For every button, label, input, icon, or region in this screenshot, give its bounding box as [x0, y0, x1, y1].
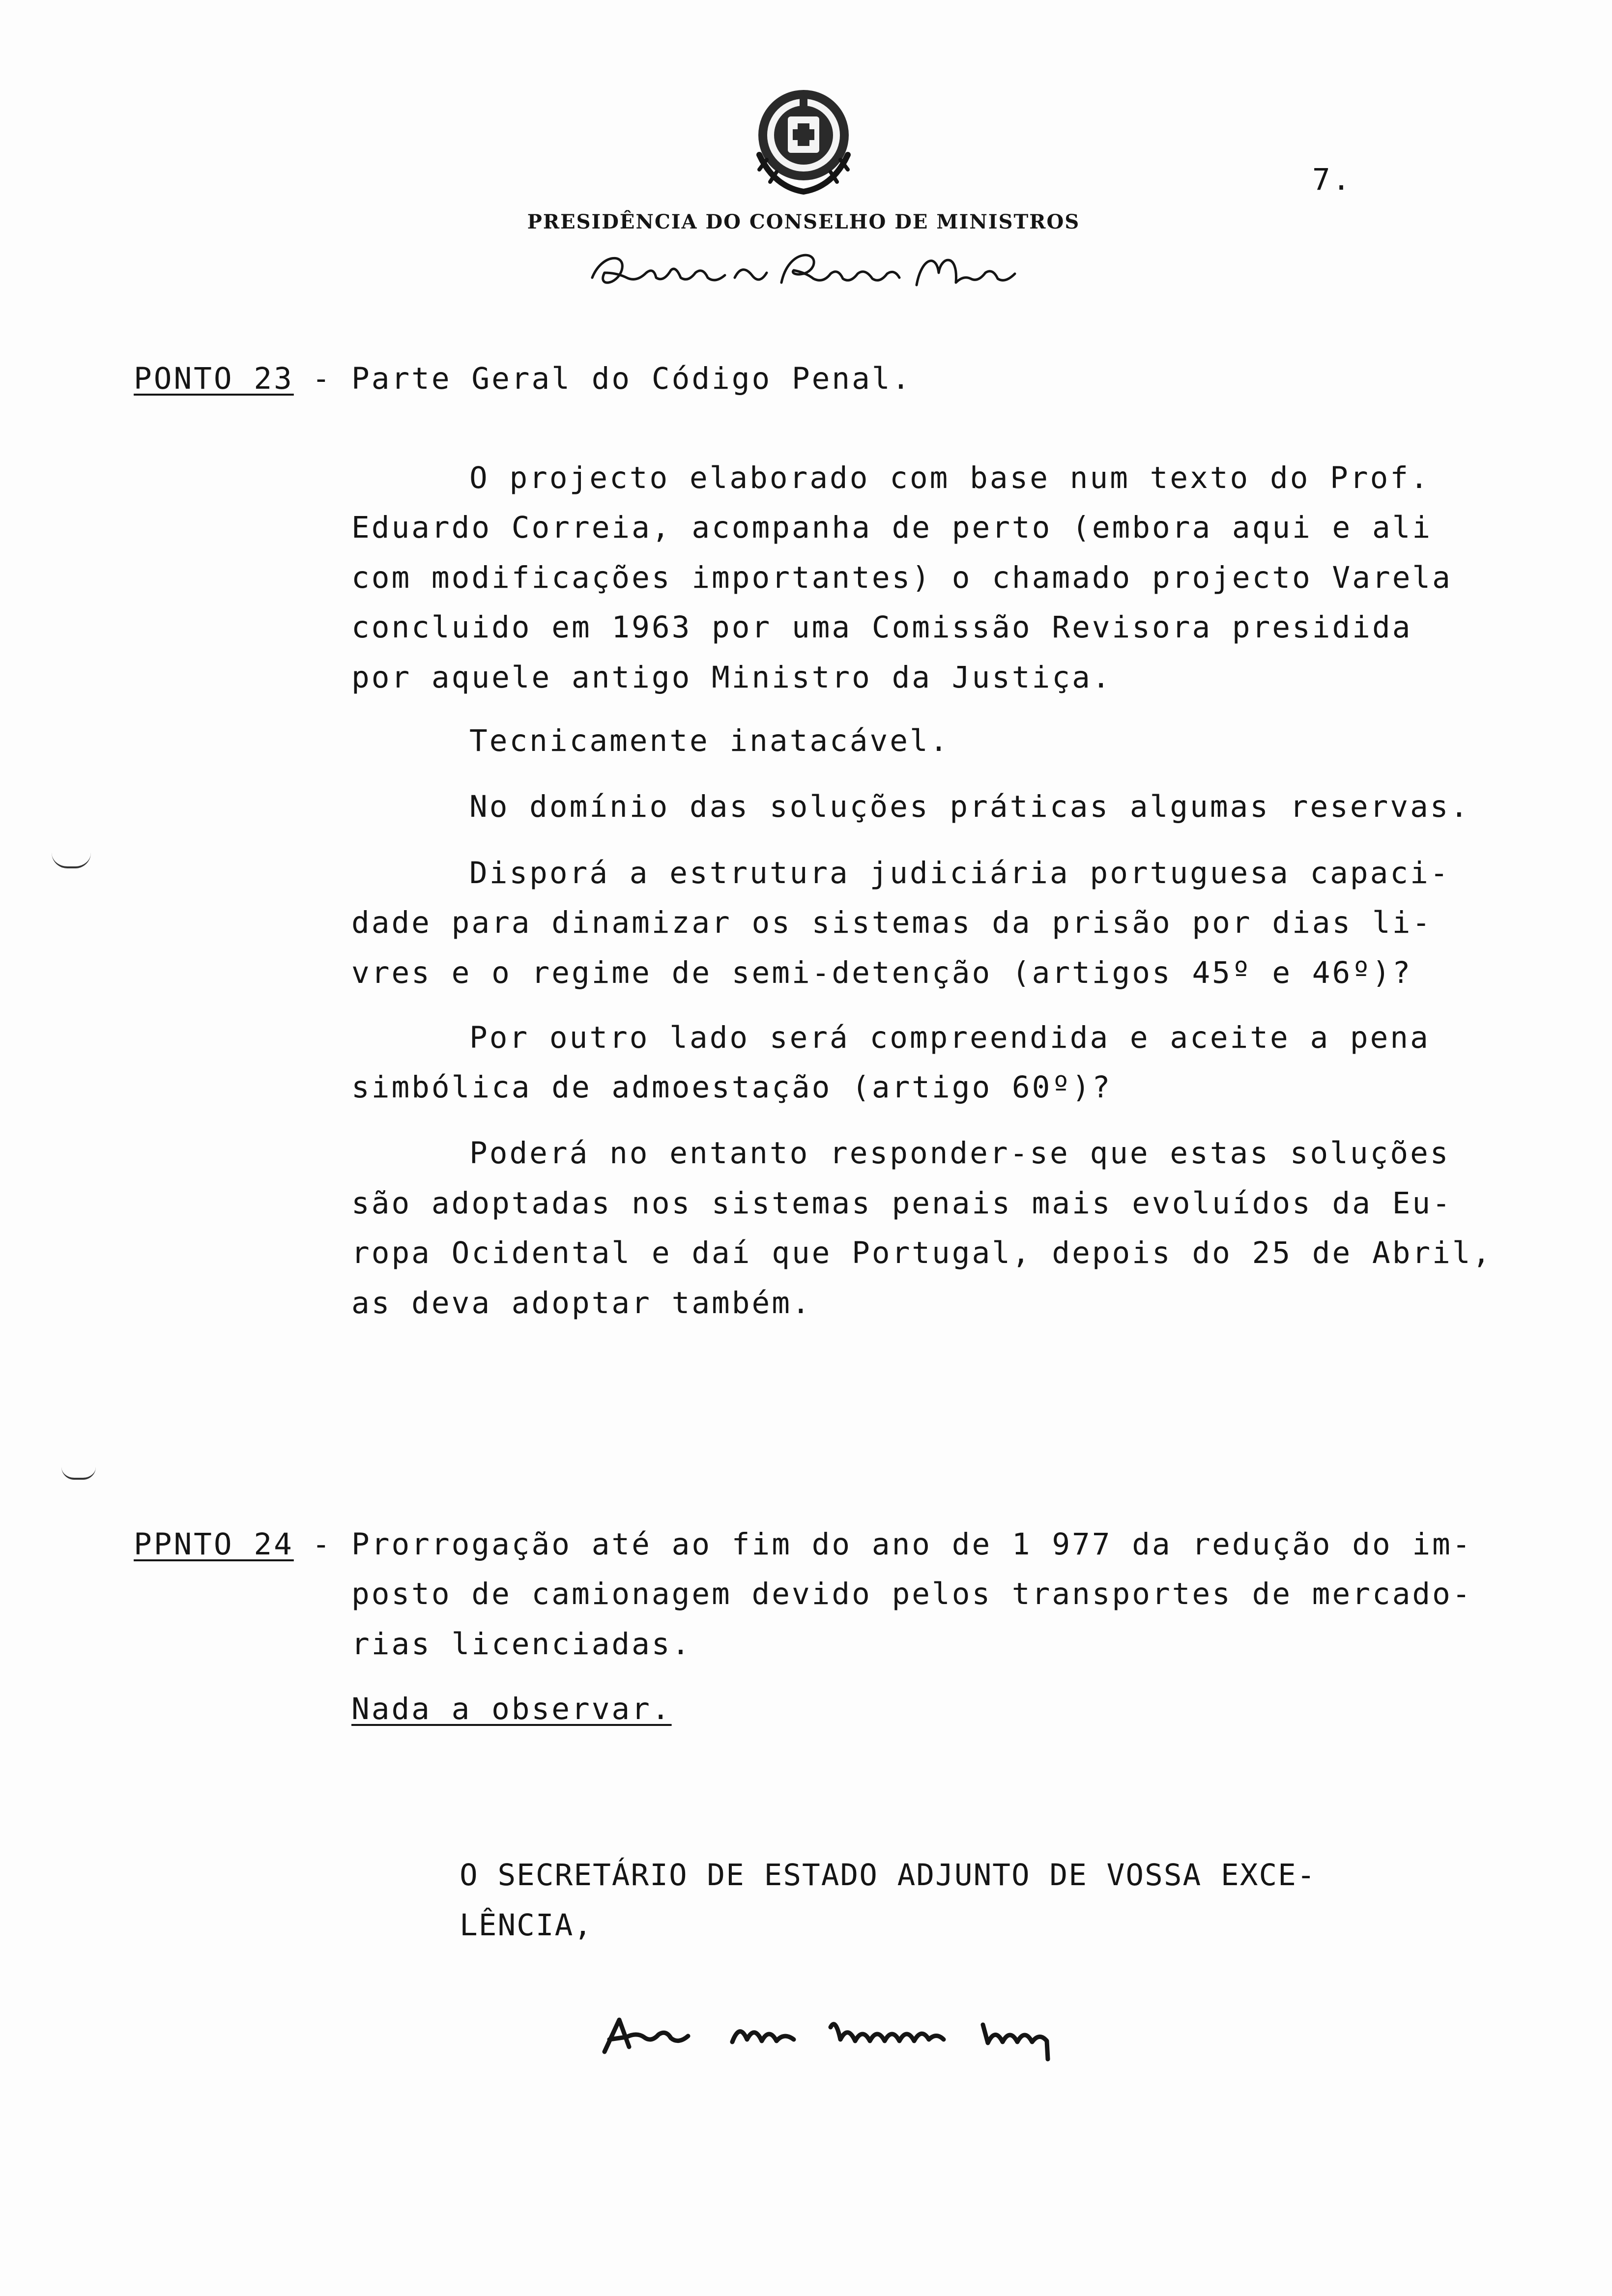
paragraph-line: com modificações importantes) o chamado projecto Varela	[351, 560, 1452, 595]
paragraph-line: Poderá no entanto responder-se que estas soluções	[469, 1136, 1450, 1171]
paragraph-line: Disporá a estrutura judiciária portuguesa capaci-	[469, 856, 1450, 890]
paragraph-line: dade para dinamizar os sistemas da prisão por dias li-	[351, 905, 1433, 940]
paragraph-line: concluido em 1963 por uma Comissão Revisora presidida	[351, 610, 1412, 645]
closing-line: O SECRETÁRIO DE ESTADO ADJUNTO DE VOSSA EXCE-	[460, 1858, 1316, 1893]
item-subject-line: rias licenciadas.	[351, 1627, 692, 1662]
paragraph-line: simbólica de admoestação (artigo 60º)?	[351, 1070, 1112, 1105]
cabinet-script-lettering	[582, 243, 1025, 297]
item-label: PPNTO 24	[134, 1527, 294, 1562]
paragraph-line: as deva adoptar também.	[351, 1286, 812, 1320]
paragraph-line: são adoptadas nos sistemas penais mais evoluídos da Eu-	[351, 1186, 1452, 1221]
paragraph-line: No domínio das soluções práticas algumas reservas.	[469, 789, 1470, 824]
paragraph-line: Tecnicamente inatacável.	[469, 723, 950, 758]
page-number: 7.	[1312, 162, 1353, 197]
paragraph-line: por aquele antigo Ministro da Justiça.	[351, 660, 1112, 695]
item-label: PONTO 23	[134, 361, 294, 396]
handwritten-signature	[600, 1998, 1130, 2066]
paragraph-line: Eduardo Correia, acompanha de perto (embora aqui e ali	[351, 510, 1433, 545]
coat-of-arms-emblem	[740, 81, 867, 199]
margin-mark	[61, 1467, 96, 1480]
paragraph-line: Por outro lado será compreendida e aceite a pena	[469, 1020, 1430, 1055]
margin-mark	[52, 853, 91, 868]
paragraph-line: ropa Ocidental e daí que Portugal, depois do 25 de Abril,	[351, 1235, 1493, 1270]
item-note: Nada a observar.	[351, 1692, 672, 1726]
closing-line: LÊNCIA,	[460, 1908, 593, 1943]
paragraph-line: O projecto elaborado com base num texto do Prof.	[469, 460, 1430, 495]
institution-title: PRESIDÊNCIA DO CONSELHO DE MINISTROS	[527, 210, 1080, 233]
item-dash: -	[312, 1527, 332, 1562]
item-dash: -	[312, 361, 332, 396]
item-subject: Parte Geral do Código Penal.	[351, 361, 912, 396]
paragraph-line: vres e o regime de semi-detenção (artigos 45º e 46º)?	[351, 955, 1412, 990]
item-subject-line: Prorrogação até ao fim do ano de 1 977 da redução do im-	[351, 1527, 1472, 1562]
item-subject-line: posto de camionagem devido pelos transportes de mercado-	[351, 1577, 1472, 1611]
